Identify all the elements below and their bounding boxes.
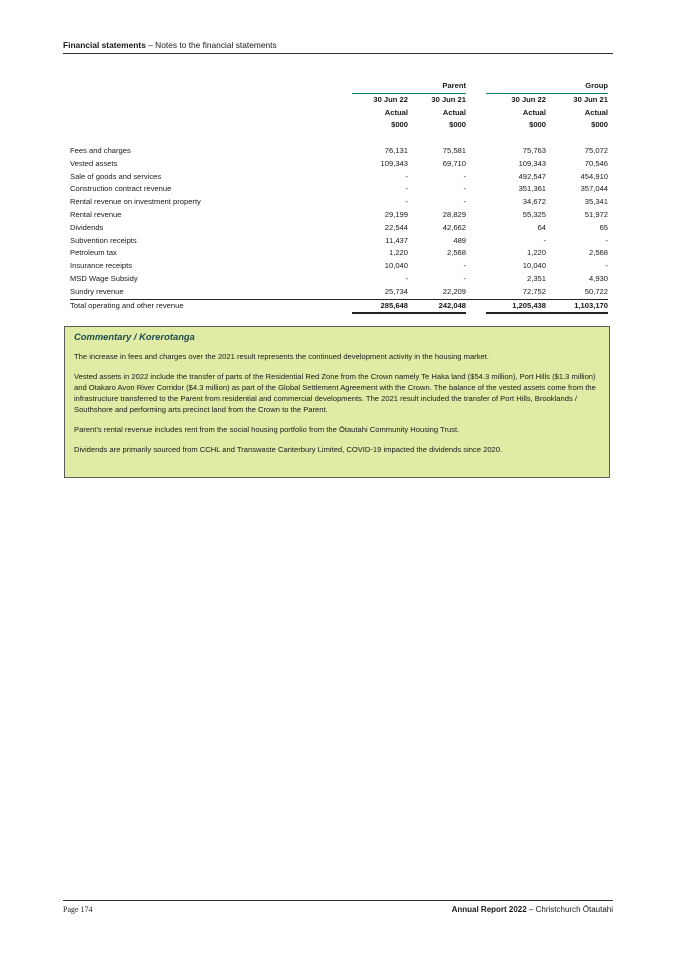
column-gap [466, 209, 486, 222]
row-value: - [405, 184, 408, 194]
column-gap [466, 183, 486, 196]
col-date: 30 Jun 21 [431, 94, 467, 104]
commentary-paragraph: Parent’s rental revenue includes rent from the social housing portfolio from the Ōtautahi Community Housing Trust. [74, 425, 460, 434]
table-row [70, 183, 608, 196]
row-value: 2,351 [527, 273, 547, 283]
row-value: 492,547 [518, 171, 547, 181]
column-date-row [70, 93, 608, 106]
col-date: 30 Jun 22 [511, 94, 547, 104]
column-gap [466, 222, 486, 235]
total-row [70, 299, 608, 313]
col-unit: $000 [529, 120, 547, 130]
row-value: 1,220 [388, 248, 408, 258]
commentary-box [64, 326, 610, 478]
col-unit: $000 [391, 120, 408, 130]
row-label: Rental revenue on investment property [70, 197, 201, 207]
table-row [70, 260, 608, 273]
row-value: 10,040 [522, 261, 547, 271]
row-value: 75,763 [522, 145, 547, 155]
column-gap [466, 196, 486, 209]
row-value: - [405, 197, 408, 207]
footer-report [452, 905, 613, 914]
row-value: 2,568 [589, 248, 609, 258]
row-value: 10,040 [384, 261, 408, 271]
row-label: Vested assets [70, 158, 118, 168]
column-gap [466, 235, 486, 248]
row-value: 69,710 [442, 158, 467, 168]
row-value: 242,048 [408, 299, 466, 313]
spacer-row [70, 132, 608, 145]
row-label: Dividends [70, 222, 104, 232]
row-value: - [463, 184, 467, 194]
row-value: 4,930 [589, 273, 609, 283]
row-value: 351,361 [518, 184, 547, 194]
col-unit: $000 [591, 120, 609, 130]
row-value: 489 [453, 235, 467, 245]
footer-report-title: Annual Report 2022 [451, 905, 527, 914]
row-label: MSD Wage Subsidy [70, 273, 138, 283]
row-value: 35,341 [584, 197, 609, 207]
col-type: Actual [442, 107, 467, 117]
row-value: 11,437 [385, 235, 408, 245]
revenue-table [70, 80, 608, 314]
row-value: 55,325 [522, 209, 547, 219]
row-value: 76,131 [384, 145, 408, 155]
row-value: 64 [537, 222, 547, 232]
row-value: 72,752 [522, 286, 547, 296]
table-row [70, 196, 608, 209]
commentary-paragraph: The increase in fees and charges over the 2021 result represents the continued development activity in the housing market. [74, 352, 489, 361]
column-gap [466, 158, 486, 171]
row-label: Subvention receipts [70, 235, 137, 245]
row-value: 42,662 [442, 222, 467, 232]
commentary-paragraph: Dividends are primarily sourced from CCHL and Transwaste Canterbury Limited, COVID-19 impacted the dividends since 2020. [74, 445, 503, 454]
row-value: - [605, 261, 609, 271]
row-value: - [405, 273, 408, 283]
row-label: Fees and charges [70, 145, 131, 155]
row-label: Petroleum tax [70, 248, 117, 258]
row-value: 357,044 [580, 184, 609, 194]
row-value: - [463, 261, 467, 271]
row-value: - [463, 171, 467, 181]
col-type: Actual [384, 107, 408, 117]
page-header [63, 40, 613, 54]
column-gap [466, 171, 486, 184]
header-section: Financial statements [63, 40, 146, 50]
row-value: 70,546 [584, 158, 609, 168]
column-gap [466, 260, 486, 273]
row-label: Sundry revenue [70, 286, 124, 296]
row-label: Sale of goods and services [70, 171, 162, 181]
column-gap [466, 299, 486, 313]
page-number: Page 174 [63, 905, 93, 914]
group-header-row [70, 80, 608, 93]
row-value: 25,734 [384, 286, 408, 296]
table-row [70, 171, 608, 184]
table-row [70, 145, 608, 158]
commentary-title: Commentary / Korerotanga [74, 331, 195, 342]
row-value: 51,972 [584, 209, 609, 219]
row-value: 454,910 [580, 171, 609, 181]
row-value: - [463, 273, 467, 283]
row-value: 50,722 [584, 286, 609, 296]
row-value: 28,829 [442, 209, 467, 219]
row-value: 1,220 [527, 248, 547, 258]
row-value: 22,544 [384, 222, 408, 232]
row-value: 1,103,170 [546, 299, 608, 313]
row-value: 22,209 [442, 286, 467, 296]
table-row [70, 247, 608, 260]
table-row [70, 235, 608, 248]
row-value: - [543, 235, 547, 245]
row-value: 75,072 [584, 145, 609, 155]
row-label: Insurance receipts [70, 261, 133, 271]
row-value: 75,581 [442, 145, 467, 155]
col-date: 30 Jun 21 [573, 94, 609, 104]
group-label-parent: Parent [352, 80, 466, 93]
column-gap [466, 273, 486, 286]
row-value: 1,205,438 [486, 299, 546, 313]
row-value: 285,648 [352, 299, 408, 313]
col-unit: $000 [449, 120, 467, 130]
page-footer [63, 900, 613, 914]
row-value: - [463, 197, 467, 207]
column-unit-row [70, 119, 608, 132]
footer-org: Christchurch Ōtautahi [535, 905, 613, 914]
row-value: 29,199 [384, 209, 408, 219]
header-subsection: Notes to the financial statements [155, 40, 277, 50]
commentary-paragraph: Vested assets in 2022 include the transfer of parts of the Residential Red Zone from the Crown namely Te Haka land ($54.3 million), Port Hills ($1.3 million) and Otakaro Avon River Corridor ($4.3 million) as part of the Global Settlement Agreement with the Crown. The balance of the vested assets come from the infrastructure transferred to the Parent from residential and commercial developments. The 2021 result included the transfer of Port Hills, Brooklands / Southshore and performing arts precinct land from the Crown to the Parent. [74, 372, 596, 414]
table-row [70, 222, 608, 235]
row-label: Rental revenue [70, 209, 122, 219]
column-gap [466, 286, 486, 299]
row-value: - [405, 171, 408, 181]
column-gap [466, 145, 486, 158]
table-row [70, 273, 608, 286]
row-value: 34,672 [522, 197, 547, 207]
column-gap [466, 247, 486, 260]
row-value: 65 [599, 222, 609, 232]
row-label: Total operating and other revenue [70, 299, 352, 313]
row-value: 2,568 [447, 248, 467, 258]
row-value: - [605, 235, 609, 245]
col-date: 30 Jun 22 [373, 94, 408, 104]
header-separator: – [145, 40, 156, 50]
row-label: Construction contract revenue [70, 184, 172, 194]
column-type-row [70, 107, 608, 120]
col-type: Actual [584, 107, 609, 117]
row-value: 109,343 [518, 158, 547, 168]
col-type: Actual [522, 107, 547, 117]
group-label-group: Group [486, 80, 608, 93]
table-row [70, 286, 608, 299]
table-row [70, 209, 608, 222]
row-value: 109,343 [380, 158, 408, 168]
table-row [70, 158, 608, 171]
footer-separator: – [526, 905, 536, 914]
